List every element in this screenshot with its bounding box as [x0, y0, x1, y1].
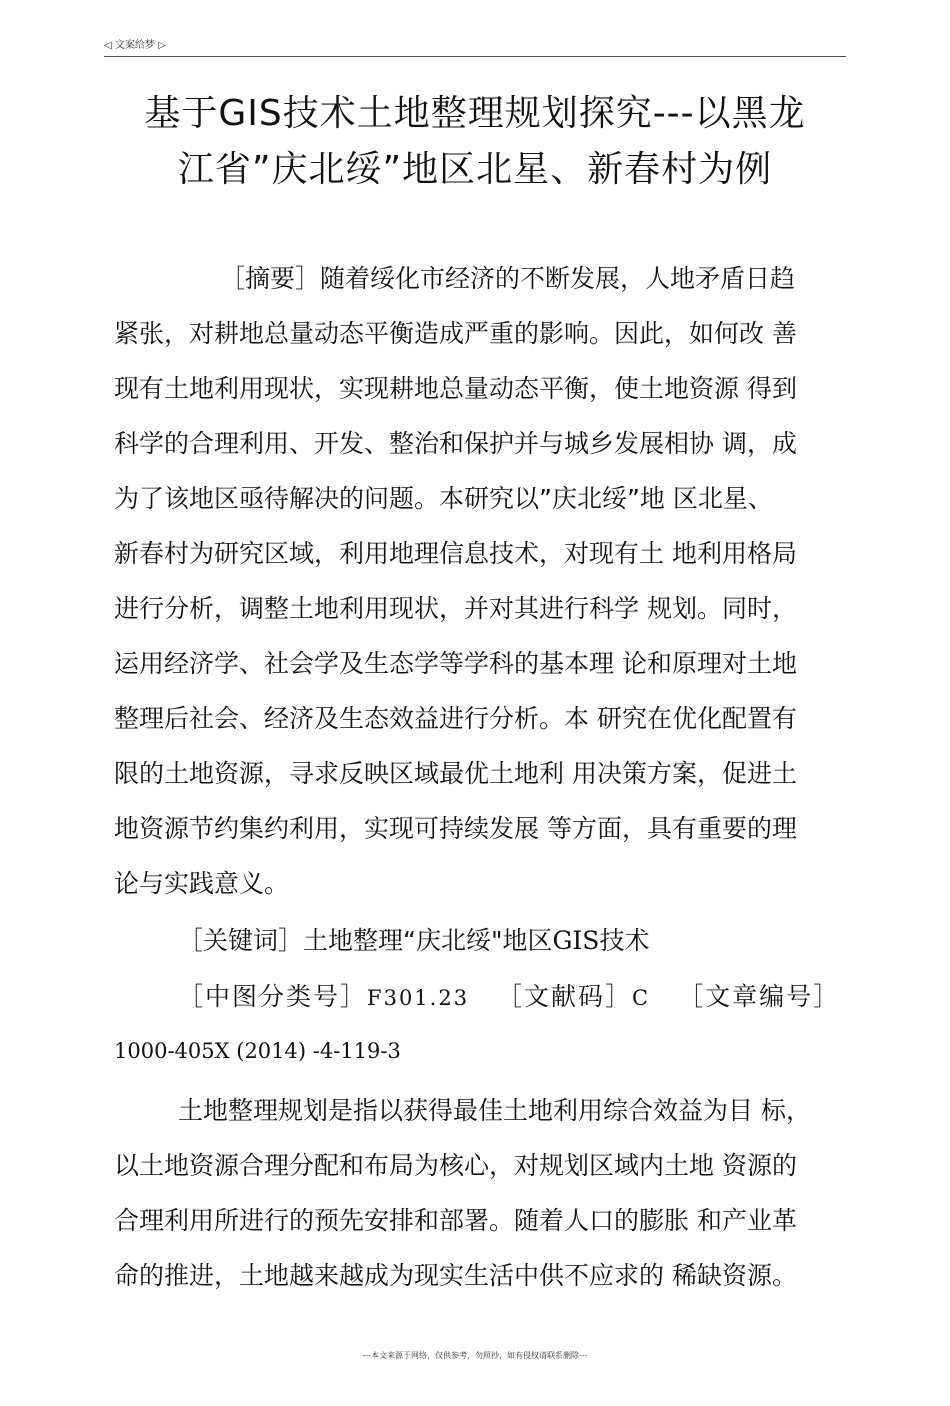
keywords-line	[114, 913, 850, 968]
clc-label: ［中图分类号］	[178, 982, 368, 1011]
keywords-tail: 技术	[599, 926, 650, 955]
page-footer: ---本文来源于网络，仅供参考，勿照抄，如有侵权请联系删除---	[362, 1351, 588, 1360]
header-text: 文案给梦	[114, 40, 155, 51]
abstract-line: 地资源节约集约利用，实现可持续发展 等方面，具有重要的理	[114, 814, 797, 843]
clc-value: F301.23	[367, 986, 470, 1010]
abstract-paragraph	[114, 251, 850, 911]
body-line: 命的推进，土地越来越成为现实生活中供不应求的 稀缺资源。	[114, 1261, 797, 1290]
doc-code-value: C	[632, 986, 651, 1010]
abstract-line: ［摘要］随着绥化市经济的不断发展，人地矛盾日趋	[220, 264, 796, 293]
classification-block	[114, 969, 850, 1079]
document-title	[104, 86, 846, 198]
abstract-line: 紧张，对耕地总量动态平衡造成严重的影响。因此，如何改 善	[114, 319, 797, 348]
body-paragraph	[114, 1083, 850, 1303]
abstract-line: 论与实践意义。	[114, 869, 290, 898]
abstract-line: 新春村为研究区域，利用地理信息技术，对现有土 地利用格局	[114, 539, 797, 568]
keywords-term: GIS	[552, 926, 600, 955]
page-header	[104, 36, 846, 57]
triangle-right-icon: ▷	[158, 40, 166, 51]
body-line: 土地整理规划是指以获得最佳土地利用综合效益为目 标，	[178, 1096, 811, 1125]
article-number-value: 1000-405X (2014) -4-119-3	[114, 1039, 401, 1063]
abstract-line: 科学的合理利用、开发、整治和保护并与城乡发展相协 调，成	[114, 429, 797, 458]
abstract-line: 整理后社会、经济及生态效益进行分析。本 研究在优化配置有	[114, 704, 797, 733]
abstract-line: 现有土地利用现状，实现耕地总量动态平衡，使土地资源 得到	[114, 374, 797, 403]
abstract-line: 为了该地区亟待解决的问题。本研究以”庆北绥”地 区北星、	[114, 484, 773, 513]
abstract-line: 运用经济学、社会学及生态学等学科的基本理 论和原理对土地	[114, 649, 797, 678]
abstract-line: 限的土地资源，寻求反映区域最优土地利 用决策方案，促进土	[114, 759, 797, 788]
article-number-label: ［文章编号］	[678, 982, 841, 1011]
body-line: 以土地资源合理分配和布局为核心，对规划区域内土地 资源的	[114, 1151, 797, 1180]
title-line: 基于GIS技术土地整理规划探究---以黑龙	[144, 93, 806, 134]
title-line: 江省”庆北绥”地区北星、新春村为例	[177, 149, 773, 190]
body-line: 合理利用所进行的预先安排和部署。随着人口的膨胀 和产业革	[114, 1206, 797, 1235]
doc-code-label: ［文献码］	[497, 982, 633, 1011]
triangle-left-icon: ◁	[104, 40, 112, 51]
keywords-label: ［关键词］土地整理“庆北绥"地区	[178, 926, 553, 955]
abstract-line: 进行分析，调整土地利用现状，并对其进行科学 规划。同时，	[114, 594, 797, 623]
